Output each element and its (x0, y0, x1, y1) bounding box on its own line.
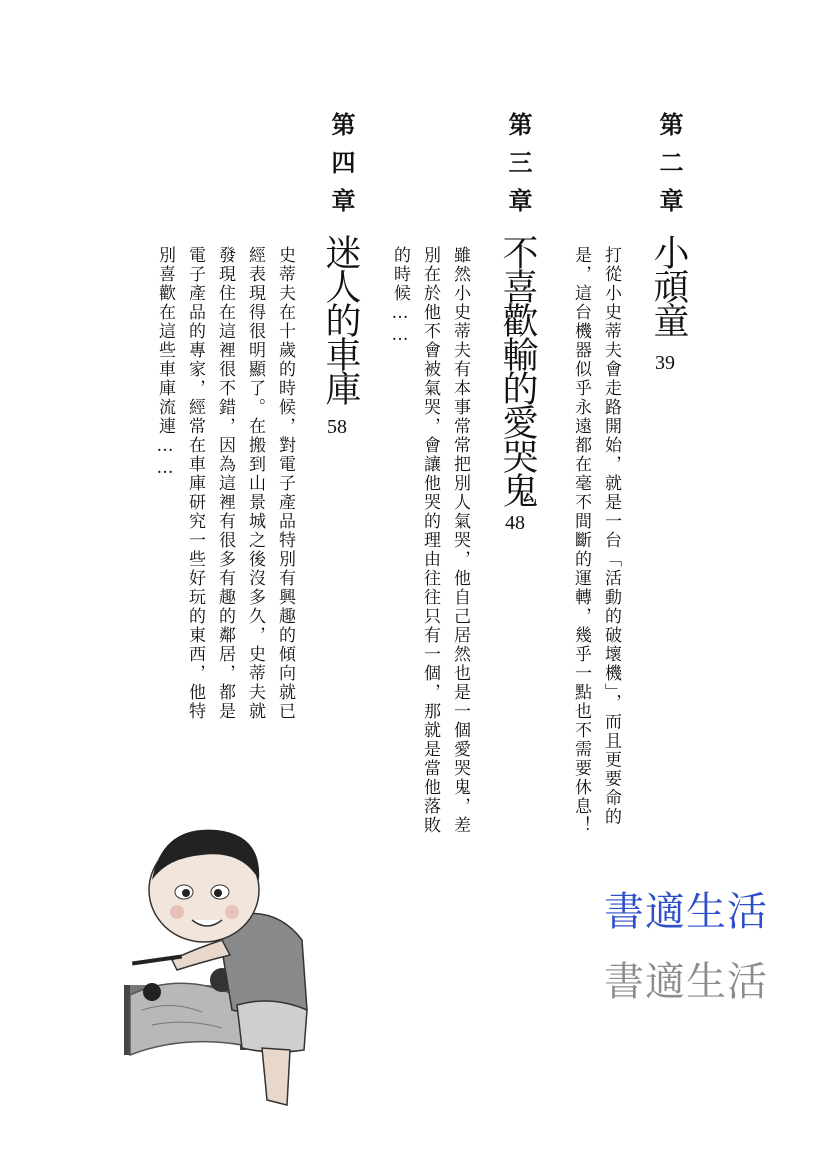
chapter-2-title: 小頑童 (648, 234, 689, 336)
chapter-4-title: 迷人的車庫 (320, 234, 361, 404)
illustration (122, 820, 317, 1124)
chapter-2-page-number: 39 (655, 352, 675, 374)
watermark-secondary: 書適生活 (604, 959, 768, 1005)
chapter-3-label: 第三章 (504, 112, 532, 226)
chapter-3-page-number: 48 (505, 512, 525, 534)
chapter-3-body: 雖然小史蒂夫有本事常常把別人氣哭，他自己居然也是一個愛哭鬼，差 別在於他不會被氣哭，會讓他哭的理由往往只有一個，那就是當他落敗 的時候…… (390, 246, 470, 835)
chapter-3-title: 不喜歡輸的愛哭鬼 (497, 234, 538, 506)
chapter-4-page-number: 58 (327, 416, 347, 438)
chapter-4-body: 史蒂夫在十歲的時候，對電子產品特別有興趣的傾向就已 經表現得很明顯了。在搬到山景城之後沒多久，史蒂夫就 發現住在這裡很不錯，因為這裡有很多有趣的鄰居，都是 電子產品的專家，經常在車庫研究一些好玩的東西，他特 別喜歡在這些車庫流連…… (155, 246, 295, 721)
chapter-4-label: 第四章 (327, 112, 355, 226)
chapter-2-label: 第二章 (655, 112, 683, 226)
watermark-primary: 書適生活 (604, 889, 768, 935)
chapter-2-body: 打從小史蒂夫會走路開始，就是一台「活動的破壞機」，而且更要命的 是，這台機器似乎永遠都在毫不間斷的運轉，幾乎一點也不需要休息！ (571, 246, 621, 835)
boy-with-bed-illustration-icon (122, 820, 317, 1120)
